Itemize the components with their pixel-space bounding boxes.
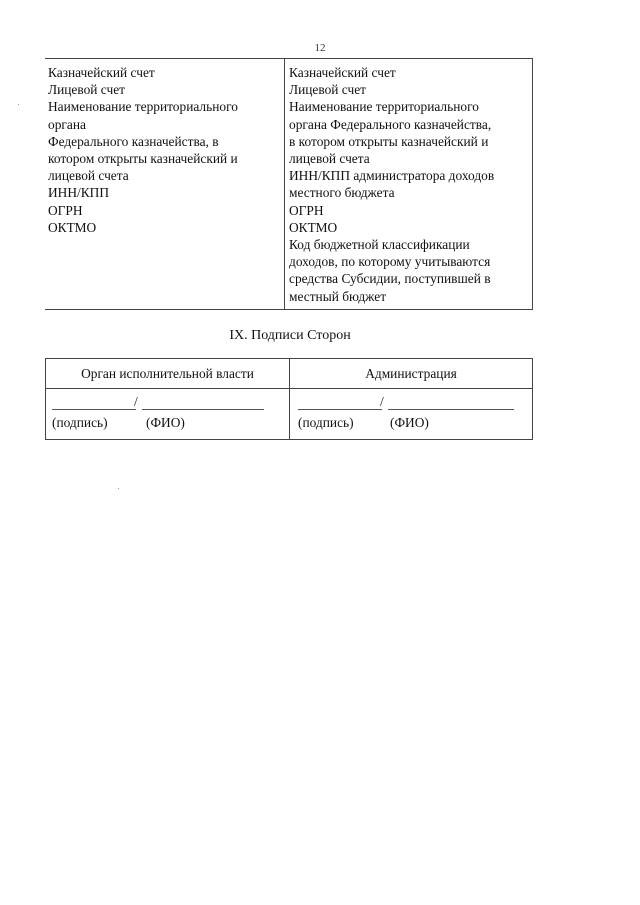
bank-detail-line: ОКТМО — [48, 219, 97, 235]
bank-detail-line: Лицевой счет — [289, 82, 367, 98]
signature-caption: (подпись) — [298, 415, 354, 430]
bank-detail-line: Лицевой счет — [48, 82, 126, 98]
signature-separator: / — [134, 394, 138, 409]
bank-detail-line: котором открыты казначейский и — [48, 151, 238, 167]
bank-detail-line: местный бюджет — [289, 288, 387, 304]
signature-line — [52, 409, 136, 410]
signature-line — [298, 409, 382, 410]
bank-detail-line: лицевой счета — [48, 168, 129, 184]
bank-detail-line: Наименование территориального — [48, 99, 238, 115]
bank-detail-line: ОГРН — [289, 202, 324, 218]
signature-party-header: Орган исполнительной власти — [46, 359, 289, 389]
scan-speck — [118, 488, 119, 489]
name-line — [142, 409, 264, 410]
bank-detail-line: Код бюджетной классификации — [289, 237, 470, 253]
bank-details-right-column — [285, 59, 532, 309]
page-number: 12 — [314, 42, 326, 54]
bank-detail-line: Наименование территориального — [289, 99, 479, 115]
bank-detail-line: в котором открыты казначейский и — [289, 133, 489, 149]
signature-separator: / — [380, 394, 384, 409]
signature-block-executive — [46, 359, 290, 439]
bank-detail-line: ИНН/КПП администратора доходов — [289, 168, 495, 184]
signature-caption: (подпись) — [52, 415, 108, 430]
scan-speck — [18, 104, 19, 105]
bank-detail-line: Казначейский счет — [48, 65, 155, 80]
bank-detail-line: Казначейский счет — [289, 65, 396, 80]
bank-detail-line: ИНН/КПП — [48, 185, 110, 201]
signature-party-header: Администрация — [290, 359, 532, 389]
bank-detail-line: ОГРН — [48, 202, 83, 218]
bank-detail-line: лицевой счета — [289, 151, 370, 167]
name-line — [388, 409, 514, 410]
section-title: IX. Подписи Сторон — [229, 328, 351, 343]
bank-detail-line: средства Субсидии, поступившей в — [289, 271, 491, 287]
bank-details-table — [45, 58, 533, 310]
bank-detail-line: органа Федерального казначейства, — [289, 116, 492, 132]
signatures-table — [45, 358, 533, 440]
bank-detail-line: органа — [48, 116, 86, 132]
signature-block-administration — [290, 359, 532, 439]
name-caption: (ФИО) — [390, 415, 429, 430]
name-caption: (ФИО) — [146, 415, 185, 430]
bank-detail-line: местного бюджета — [289, 185, 395, 201]
bank-detail-line: ОКТМО — [289, 219, 338, 235]
bank-detail-line: Федерального казначейства, в — [48, 133, 219, 149]
bank-details-left-column — [45, 59, 285, 309]
bank-detail-line: доходов, по которому учитываются — [289, 254, 491, 270]
